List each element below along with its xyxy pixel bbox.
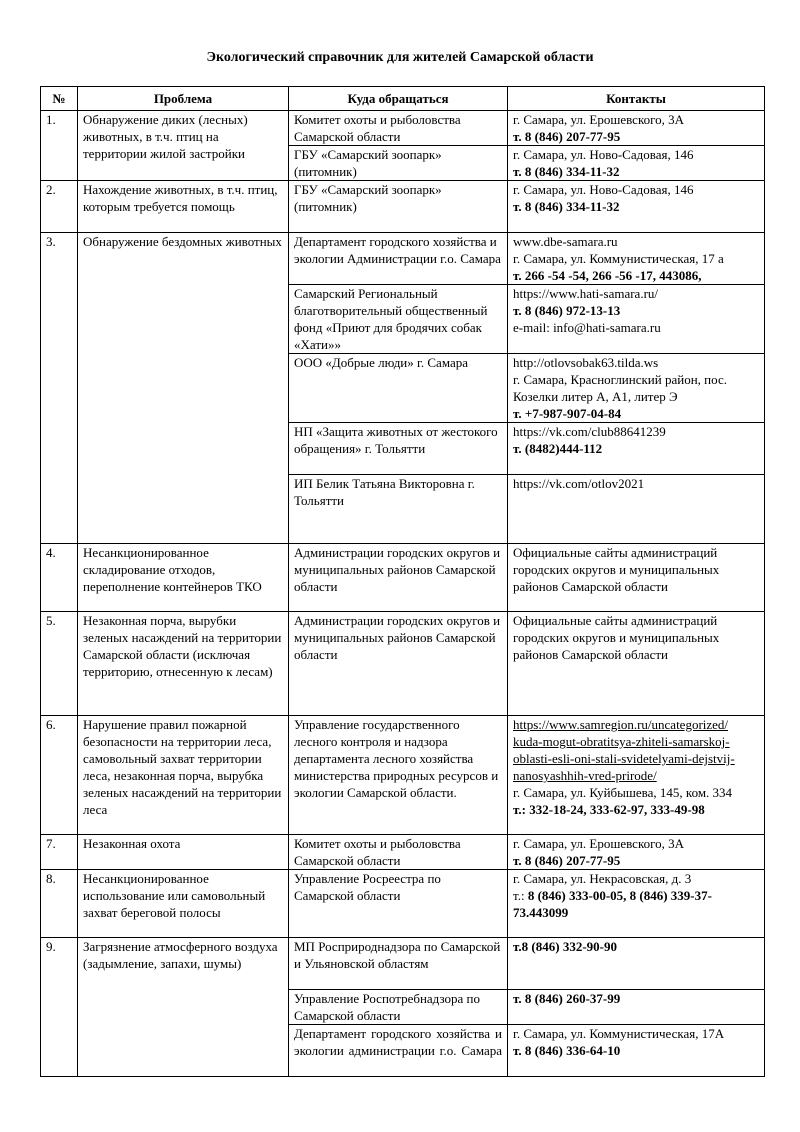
contact-line: http://otlovsobak63.tilda.ws — [513, 355, 659, 370]
problem-cell: Нахождение животных, в т.ч. птиц, которым требуется помощь — [78, 181, 289, 233]
organization-cell — [289, 354, 508, 423]
header-where: Куда обращаться — [289, 87, 508, 111]
organization-name: Администрации городских округов и муниципальных районов Самарской области — [294, 545, 501, 594]
table-header-row — [41, 87, 765, 111]
contacts-cell — [508, 423, 765, 475]
contact-phone: т. +7-987-907-04-84 — [513, 406, 622, 421]
organization-name: Управление Роспотребнадзора по Самарской области — [294, 991, 480, 1023]
contacts-cell — [508, 938, 765, 990]
problem-cell: Несанкционированное складирование отходов, переполнение контейнеров ТКО — [78, 544, 289, 612]
table-row — [41, 181, 765, 233]
organization-cell — [289, 233, 508, 285]
contact-phone: т. (8482)444-112 — [513, 441, 603, 456]
contact-link[interactable]: https://www.samregion.ru/uncategorized/ — [513, 717, 729, 732]
organization-name: Комитет охоты и рыболовства Самарской области — [294, 112, 461, 144]
row-number: 1. — [41, 111, 78, 181]
contact-line: г. Самара, ул. Коммунистическая, 17 а — [513, 251, 724, 266]
contact-line: https://www.hati-samara.ru/ — [513, 286, 659, 301]
organization-name: Комитет охоты и рыболовства Самарской области — [294, 836, 461, 868]
organization-cell — [289, 1025, 508, 1077]
contact-line: г. Самара, Красноглинский район, пос. Козелки литер А, А1, литер Э — [513, 372, 727, 404]
row-number: 4. — [41, 544, 78, 612]
table-row — [41, 938, 765, 990]
contact-line: г. Самара, ул. Ново-Садовая, 146 — [513, 147, 694, 162]
organization-cell — [289, 423, 508, 475]
contact-phone: т. 8 (846) 334-11-32 — [513, 199, 620, 214]
contact-line: www.dbe-samara.ru — [513, 234, 618, 249]
contact-line: г. Самара, ул. Ерошевского, 3А — [513, 112, 685, 127]
contact-email: e-mail: info@hati-samara.ru — [513, 320, 661, 335]
phone-prefix: т.: — [513, 888, 528, 903]
header-problem: Проблема — [78, 87, 289, 111]
organization-name: ИП Белик Татьяна Викторовна г. Тольятти — [294, 476, 475, 508]
contact-phone: т. 8 (846) 207-77-95 — [513, 129, 621, 144]
contacts-cell — [508, 285, 765, 354]
contacts-cell — [508, 111, 765, 146]
reference-table — [40, 86, 765, 1077]
organization-name: ООО «Добрые люди» г. Самара — [294, 355, 468, 370]
contacts-cell — [508, 1025, 765, 1077]
contact-phone-line — [513, 887, 759, 921]
row-number: 6. — [41, 716, 78, 835]
contacts-cell — [508, 990, 765, 1025]
organization-cell — [289, 111, 508, 146]
contact-phone: 8 (846) 333-00-05, 8 (846) 339-37-73.443099 — [513, 888, 712, 920]
organization-name: Департамент городского хозяйства и экологии Администрации г.о. Самара — [294, 234, 501, 266]
problem-cell: Загрязнение атмосферного воздуха (задымление, запахи, шумы) — [78, 938, 289, 1077]
contacts-cell — [508, 544, 765, 612]
organization-cell — [289, 870, 508, 938]
contact-line: г. Самара, ул. Ново-Садовая, 146 — [513, 182, 694, 197]
problem-cell: Обнаружение бездомных животных — [78, 233, 289, 544]
organization-cell — [289, 544, 508, 612]
contact-link[interactable]: nanosyashhih-vred-prirode/ — [513, 768, 657, 783]
contacts-cell — [508, 716, 765, 835]
organization-cell — [289, 285, 508, 354]
organization-name: Департамент городского хозяйства и экологии администрации г.о. Самара — [294, 1026, 502, 1058]
organization-name: МП Росприроднадзора по Самарской и Ульяновской областям — [294, 939, 501, 971]
organization-name: ГБУ «Самарский зоопарк» (питомник) — [294, 182, 442, 214]
problem-cell: Незаконная охота — [78, 835, 289, 870]
problem-cell: Обнаружение диких (лесных) животных, в т.ч. птиц на территории жилой застройки — [78, 111, 289, 181]
contact-phone: т. 8 (846) 260-37-99 — [513, 991, 621, 1006]
organization-name: НП «Защита животных от жестокого обращения» г. Тольятти — [294, 424, 498, 456]
contacts-cell — [508, 612, 765, 716]
table-body — [41, 111, 765, 1077]
problem-cell: Нарушение правил пожарной безопасности на территории леса, самовольный захват территории леса, незаконная порча, вырубка зеленых насаждений на территории леса — [78, 716, 289, 835]
row-number: 7. — [41, 835, 78, 870]
organization-cell — [289, 835, 508, 870]
table-row — [41, 544, 765, 612]
contact-phone: т. 8 (846) 972-13-13 — [513, 303, 621, 318]
contact-line: г. Самара, ул. Некрасовская, д. 3 — [513, 871, 692, 886]
organization-cell — [289, 146, 508, 181]
contact-link[interactable]: oblasti-esli-oni-stali-svidetelyami-dejstvij- — [513, 751, 735, 766]
contact-phone: т. 8 (846) 207-77-95 — [513, 853, 621, 868]
table-row — [41, 233, 765, 285]
organization-cell — [289, 938, 508, 990]
contacts-cell — [508, 354, 765, 423]
row-number: 2. — [41, 181, 78, 233]
contact-phone: т. 8 (846) 334-11-32 — [513, 164, 620, 179]
contact-line: https://vk.com/otlov2021 — [513, 476, 645, 491]
contacts-cell — [508, 181, 765, 233]
contact-phone: т. 266 -54 -54, 266 -56 -17, 443086, — [513, 268, 702, 283]
contact-phone: т. 8 (846) 336-64-10 — [513, 1043, 621, 1058]
contacts-cell — [508, 233, 765, 285]
row-number: 8. — [41, 870, 78, 938]
header-num: № — [41, 87, 78, 111]
contact-line: Официальные сайты администраций городских округов и муниципальных районов Самарской области — [513, 613, 720, 662]
contacts-cell — [508, 475, 765, 544]
row-number: 9. — [41, 938, 78, 1077]
organization-name: Управление Росреестра по Самарской области — [294, 871, 441, 903]
row-number: 5. — [41, 612, 78, 716]
table-row — [41, 111, 765, 146]
table-row — [41, 716, 765, 835]
row-number: 3. — [41, 233, 78, 544]
problem-cell: Несанкционированное использование или самовольный захват береговой полосы — [78, 870, 289, 938]
contacts-cell — [508, 835, 765, 870]
page-title: Экологический справочник для жителей Самарской области — [206, 50, 594, 65]
organization-name: ГБУ «Самарский зоопарк» (питомник) — [294, 147, 442, 179]
table-row — [41, 612, 765, 716]
contact-line: г. Самара, ул. Коммунистическая, 17А — [513, 1026, 725, 1041]
contacts-cell — [508, 870, 765, 938]
contact-phone: т.: 332-18-24, 333-62-97, 333-49-98 — [513, 802, 705, 817]
organization-name: Администрации городских округов и муниципальных районов Самарской области — [294, 613, 501, 662]
header-contacts: Контакты — [508, 87, 765, 111]
organization-cell — [289, 990, 508, 1025]
contact-phone: т.8 (846) 332-90-90 — [513, 939, 617, 954]
organization-cell — [289, 612, 508, 716]
organization-cell — [289, 475, 508, 544]
table-row — [41, 870, 765, 938]
table-row — [41, 835, 765, 870]
organization-cell — [289, 716, 508, 835]
organization-name: Управление государственного лесного контроля и надзора департамента лесного хозяйства министерства природных ресурсов и экологии Самарской области. — [294, 717, 499, 800]
organization-cell — [289, 181, 508, 233]
contact-line: г. Самара, ул. Ерошевского, 3А — [513, 836, 685, 851]
organization-name: Самарский Региональный благотворительный общественный фонд «Приют для бродячих собак «Хати»» — [294, 286, 488, 352]
contact-line: https://vk.com/club88641239 — [513, 424, 666, 439]
contact-line: Официальные сайты администраций городских округов и муниципальных районов Самарской области — [513, 545, 720, 594]
contact-link[interactable]: kuda-mogut-obratitsya-zhiteli-samarskoj- — [513, 734, 730, 749]
contact-line: г. Самара, ул. Куйбышева, 145, ком. 334 — [513, 785, 733, 800]
contacts-cell — [508, 146, 765, 181]
problem-cell: Незаконная порча, вырубки зеленых насаждений на территории Самарской области (исключая территорию, отнесенную к лесам) — [78, 612, 289, 716]
